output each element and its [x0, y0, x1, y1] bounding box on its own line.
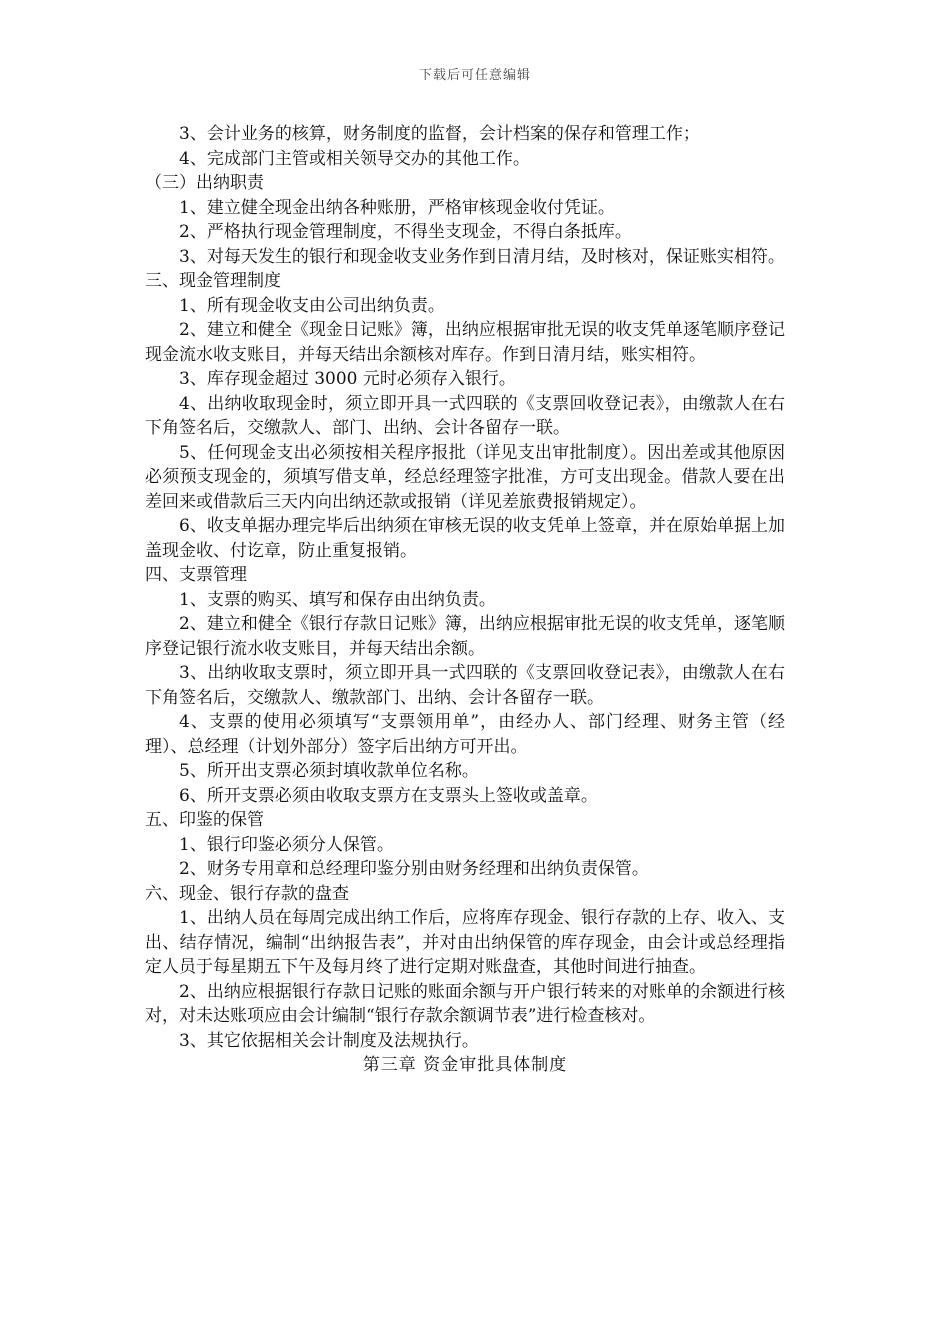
paragraph: 6、收支单据办理完毕后出纳须在审核无误的收支凭单上签章，并在原始单据上加盖现金收、付讫章，防止重复报销。 — [145, 516, 785, 561]
paragraph: 1、建立健全现金出纳各种账册，严格审核现金收付凭证。 — [179, 197, 615, 218]
paragraph: 4、出纳收取现金时，须立即开具一式四联的《支票回收登记表》，由缴款人在右下角签名后，交缴款人、部门、出纳、会计各留存一联。 — [145, 393, 785, 438]
paragraph: 1、出纳人员在每周完成出纳工作后，应将库存现金、银行存款的上存、收入、支出、结存情况，编制“出纳报告表”，并对由出纳保管的库存现金，由会计或总经理指定人员于每星期五下午及每月终了进行定期对账盘查，其他时间进行抽查。 — [145, 908, 785, 977]
page-header: 下载后可任意编辑 — [418, 68, 531, 83]
paragraph: 4、完成部门主管或相关领导交办的其他工作。 — [179, 148, 530, 169]
paragraph: 5、所开出支票必须封填收款单位名称。 — [179, 761, 479, 781]
paragraph: 3、其它依据相关会计制度及法规执行。 — [179, 1030, 479, 1051]
paragraph: 2、出纳应根据银行存款日记账的账面余额与开户银行转来的对账单的余额进行核对，对未达账项应由会计编制“银行存款余额调节表”进行检查核对。 — [145, 981, 785, 1026]
paragraph: 5、任何现金支出必须按相关程序报批（详见支出审批制度）。因出差或其他原因必须预支现金的，须填写借支单，经总经理签字批准，方可支出现金。借款人要在出差回来或借款后三天内向出纳还款或报销（详见差旅费报销规定）。 — [145, 442, 785, 512]
paragraph: 2、建立和健全《现金日记账》簿，出纳应根据审批无误的收支凭单逐笔顺序登记现金流水收支账目，并每天结出余额核对库存。作到日清月结，账实相符。 — [145, 320, 785, 365]
document-body — [145, 122, 785, 1078]
paragraph: 3、出纳收取支票时，须立即开具一式四联的《支票回收登记表》，由缴款人在右下角签名后，交缴款人、缴款部门、出纳、会计各留存一联。 — [145, 663, 785, 708]
paragraph: 1、支票的购买、填写和保存由出纳负责。 — [179, 589, 496, 610]
section-heading: （三）出纳职责 — [145, 173, 264, 193]
paragraph: 3、会计业务的核算，财务制度的监督，会计档案的保存和管理工作； — [179, 124, 700, 144]
paragraph: 3、对每天发生的银行和现金收支业务作到日清月结，及时核对，保证账实相符。 — [179, 246, 785, 267]
paragraph: 6、所开支票必须由收取支票方在支票头上签收或盖章。 — [179, 785, 598, 806]
paragraph: 2、建立和健全《银行存款日记账》簿，出纳应根据审批无误的收支凭单，逐笔顺序登记银行流水收支账目，并每天结出余额。 — [145, 614, 785, 659]
paragraph: 1、所有现金收支由公司出纳负责。 — [179, 295, 445, 316]
section-heading: 三、现金管理制度 — [145, 271, 281, 291]
paragraph: 3、库存现金超过 3000 元时必须存入银行。 — [179, 369, 516, 389]
paragraph: 4、支票的使用必须填写“支票领用单”，由经办人、部门经理、财务主管（经理）、总经理（计划外部分）签字后出纳方可开出。 — [145, 712, 785, 757]
paragraph: 2、财务专用章和总经理印鉴分别由财务经理和出纳负责保管。 — [179, 859, 649, 879]
section-heading: 五、印鉴的保管 — [145, 810, 264, 830]
section-heading: 四、支票管理 — [145, 565, 247, 585]
paragraph: 1、银行印鉴必须分人保管。 — [179, 834, 394, 855]
chapter-title: 第三章 资金审批具体制度 — [362, 1055, 568, 1075]
paragraph: 2、严格执行现金管理制度，不得坐支现金，不得白条抵库。 — [179, 222, 632, 242]
section-heading: 六、现金、银行存款的盘查 — [145, 883, 349, 904]
